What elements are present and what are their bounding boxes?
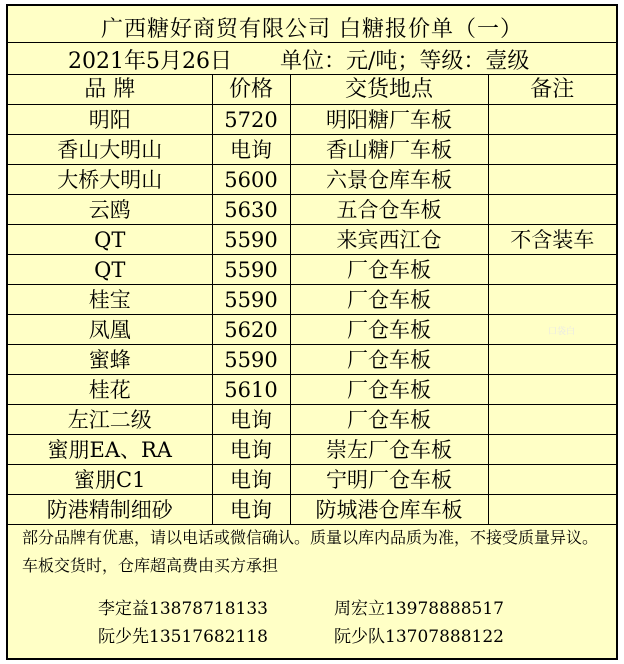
table-row [8, 465, 616, 495]
table-row [8, 435, 616, 465]
brand-cell: 蜜蜂 [8, 345, 212, 375]
price-cell: 5610 [212, 375, 290, 405]
table-row [8, 315, 616, 345]
note-cell [488, 375, 616, 405]
table-row [8, 135, 616, 165]
price-table [8, 74, 616, 525]
note-cell [488, 165, 616, 195]
table-row [8, 105, 616, 135]
price-cell: 5590 [212, 255, 290, 285]
location-cell: 厂仓车板 [290, 405, 488, 435]
unit-grade: 单位：元/吨；等级：壹级 [280, 49, 530, 74]
brand-cell: 凤凰 [8, 315, 212, 345]
table-row [8, 345, 616, 375]
title-divider [8, 42, 616, 43]
note-cell [488, 285, 616, 315]
note-cell [488, 345, 616, 375]
contact-4: 阮少队13707888122 [334, 627, 504, 647]
brand-cell: 明阳 [8, 105, 212, 135]
location-cell: 香山糖厂车板 [290, 135, 488, 165]
location-cell: 厂仓车板 [290, 255, 488, 285]
header-price: 价格 [212, 75, 290, 105]
table-row [8, 285, 616, 315]
price-cell: 5720 [212, 105, 290, 135]
location-cell: 明阳糖厂车板 [290, 105, 488, 135]
watermark-text: 口袋白 [548, 327, 576, 337]
price-cell: 5590 [212, 285, 290, 315]
location-cell: 防城港仓库车板 [290, 495, 488, 525]
price-cell: 电询 [212, 465, 290, 495]
location-cell: 厂仓车板 [290, 375, 488, 405]
brand-cell: 香山大明山 [8, 135, 212, 165]
brand-cell: 桂花 [8, 375, 212, 405]
brand-cell: 蜜朋EA、RA [8, 435, 212, 465]
sheet-title: 广西糖好商贸有限公司 白糖报价单（一） [101, 17, 523, 42]
table-row [8, 255, 616, 285]
notice-text: 部分品牌有优惠，请以电话或微信确认。质量以库内品质为准，不接受质量异议。车板交货时，仓库超高费由买方承担 [22, 528, 599, 575]
brand-cell: QT [8, 225, 212, 255]
note-cell [488, 495, 616, 525]
brand-cell: 左江二级 [8, 405, 212, 435]
location-cell: 崇左厂仓车板 [290, 435, 488, 465]
brand-cell: 蜜朋C1 [8, 465, 212, 495]
note-cell [488, 135, 616, 165]
note-cell [488, 195, 616, 225]
price-cell: 电询 [212, 135, 290, 165]
contact-3: 阮少先13517682118 [98, 627, 268, 647]
note-cell: 不含装车 [488, 225, 616, 255]
location-cell: 六景仓库车板 [290, 165, 488, 195]
price-sheet [6, 4, 618, 660]
table-row [8, 225, 616, 255]
price-cell: 电询 [212, 405, 290, 435]
note-cell [488, 465, 616, 495]
note-cell [488, 405, 616, 435]
table-row [8, 405, 616, 435]
location-cell: 厂仓车板 [290, 315, 488, 345]
price-cell: 5590 [212, 225, 290, 255]
location-cell: 宁明厂仓车板 [290, 465, 488, 495]
location-cell: 来宾西江仓 [290, 225, 488, 255]
brand-cell: 防港精制细砂 [8, 495, 212, 525]
header-location: 交货地点 [290, 75, 488, 105]
table-row [8, 195, 616, 225]
table-row [8, 375, 616, 405]
price-cell: 5630 [212, 195, 290, 225]
location-cell: 厂仓车板 [290, 285, 488, 315]
note-cell [488, 255, 616, 285]
price-cell: 电询 [212, 435, 290, 465]
price-cell: 电询 [212, 495, 290, 525]
table-header-row [8, 75, 616, 105]
location-cell: 五合仓车板 [290, 195, 488, 225]
header-note: 备注 [488, 75, 616, 105]
price-cell: 5620 [212, 315, 290, 345]
contact-2: 周宏立13978888517 [334, 599, 504, 619]
brand-cell: 大桥大明山 [8, 165, 212, 195]
brand-cell: QT [8, 255, 212, 285]
price-cell: 5600 [212, 165, 290, 195]
price-cell: 5590 [212, 345, 290, 375]
brand-cell: 桂宝 [8, 285, 212, 315]
table-row [8, 165, 616, 195]
note-cell [488, 105, 616, 135]
note-cell [488, 435, 616, 465]
contact-1: 李定益13878718133 [98, 599, 268, 619]
location-cell: 厂仓车板 [290, 345, 488, 375]
header-brand: 品 牌 [8, 75, 212, 105]
quote-date: 2021年5月26日 [68, 49, 232, 74]
table-row [8, 495, 616, 525]
brand-cell: 云鸥 [8, 195, 212, 225]
